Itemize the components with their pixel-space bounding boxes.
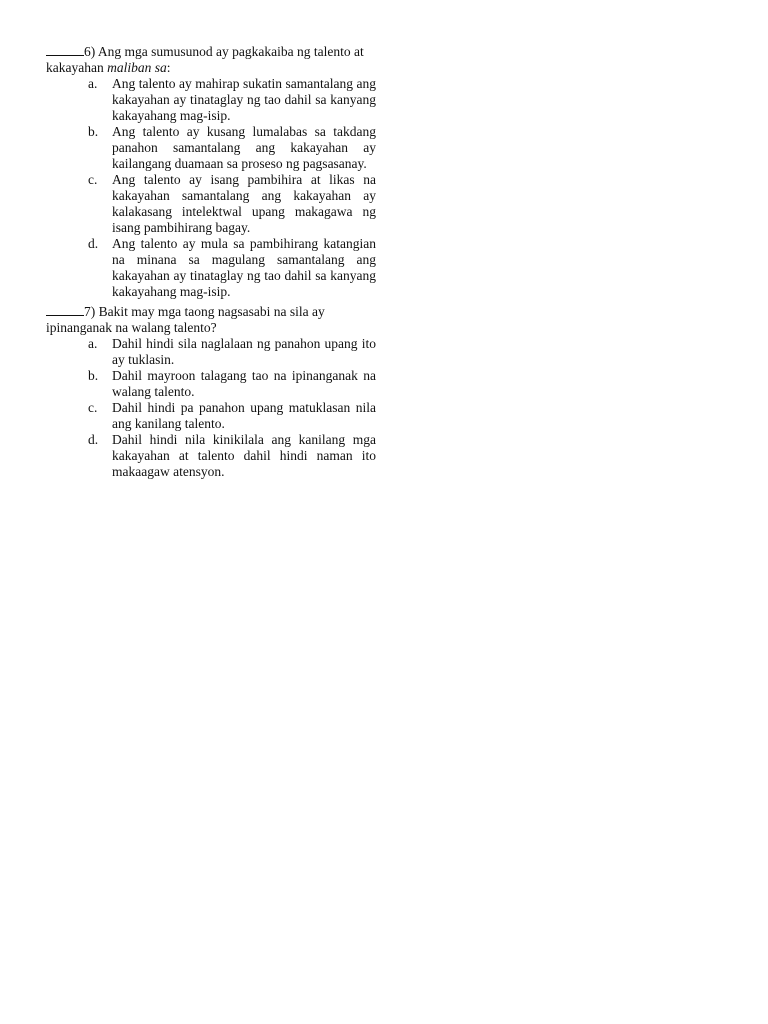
left-column (46, 44, 376, 484)
option-d: d. Ang talento ay mula sa pambihirang katangian na minana sa magulang samantalang ang kakayahan ay tinataglay ng tao dahil sa kanyang kakayahang mag-isip. (88, 236, 376, 299)
option-a: a. Ang talento ay mahirap sukatin samantalang ang kakayahan ay tinataglay ng tao dahil sa kanyang kakayahang mag-isip. (88, 76, 376, 123)
question-emphasis: maliban sa (107, 60, 167, 75)
question-text: Bakit may mga taong nagsasabi na sila ay ipinanganak na walang talento? (46, 304, 325, 335)
question-6 (46, 44, 376, 300)
question-stem (46, 304, 376, 336)
question-text: Ang mga sumusunod ay pagkakaiba ng talento at kakayahan (46, 44, 364, 75)
option-b: b. Dahil mayroon talagang tao na ipinanganak na walang talento. (88, 368, 376, 399)
answer-blank[interactable] (46, 315, 84, 316)
answer-blank[interactable] (46, 55, 84, 56)
question-7 (46, 304, 376, 480)
option-d: d. Dahil hindi nila kinikilala ang kanilang mga kakayahan at talento dahil hindi naman ito makaagaw atensyon. (88, 432, 376, 479)
question-number: 6) (84, 44, 96, 59)
option-c: c. Ang talento ay isang pambihira at likas na kakayahan samantalang ang kakayahan ay kalakasang intelektwal upang makagawa ng isang pambihirang bagay. (88, 172, 376, 235)
option-b: b. Ang talento ay kusang lumalabas sa takdang panahon samantalang ang kakayahan ay kailangang duamaan sa proseso ng pagsasanay. (88, 124, 376, 171)
question-stem: 6) Ang mga sumusunod ay pagkakaiba ng talento at kakayahan maliban sa: (46, 44, 364, 75)
question-number: 7) (84, 304, 96, 319)
option-a: a. Dahil hindi sila naglalaan ng panahon upang ito ay tuklasin. (88, 336, 376, 367)
option-c: c. Dahil hindi pa panahon upang matuklasan nila ang kanilang talento. (88, 400, 376, 431)
